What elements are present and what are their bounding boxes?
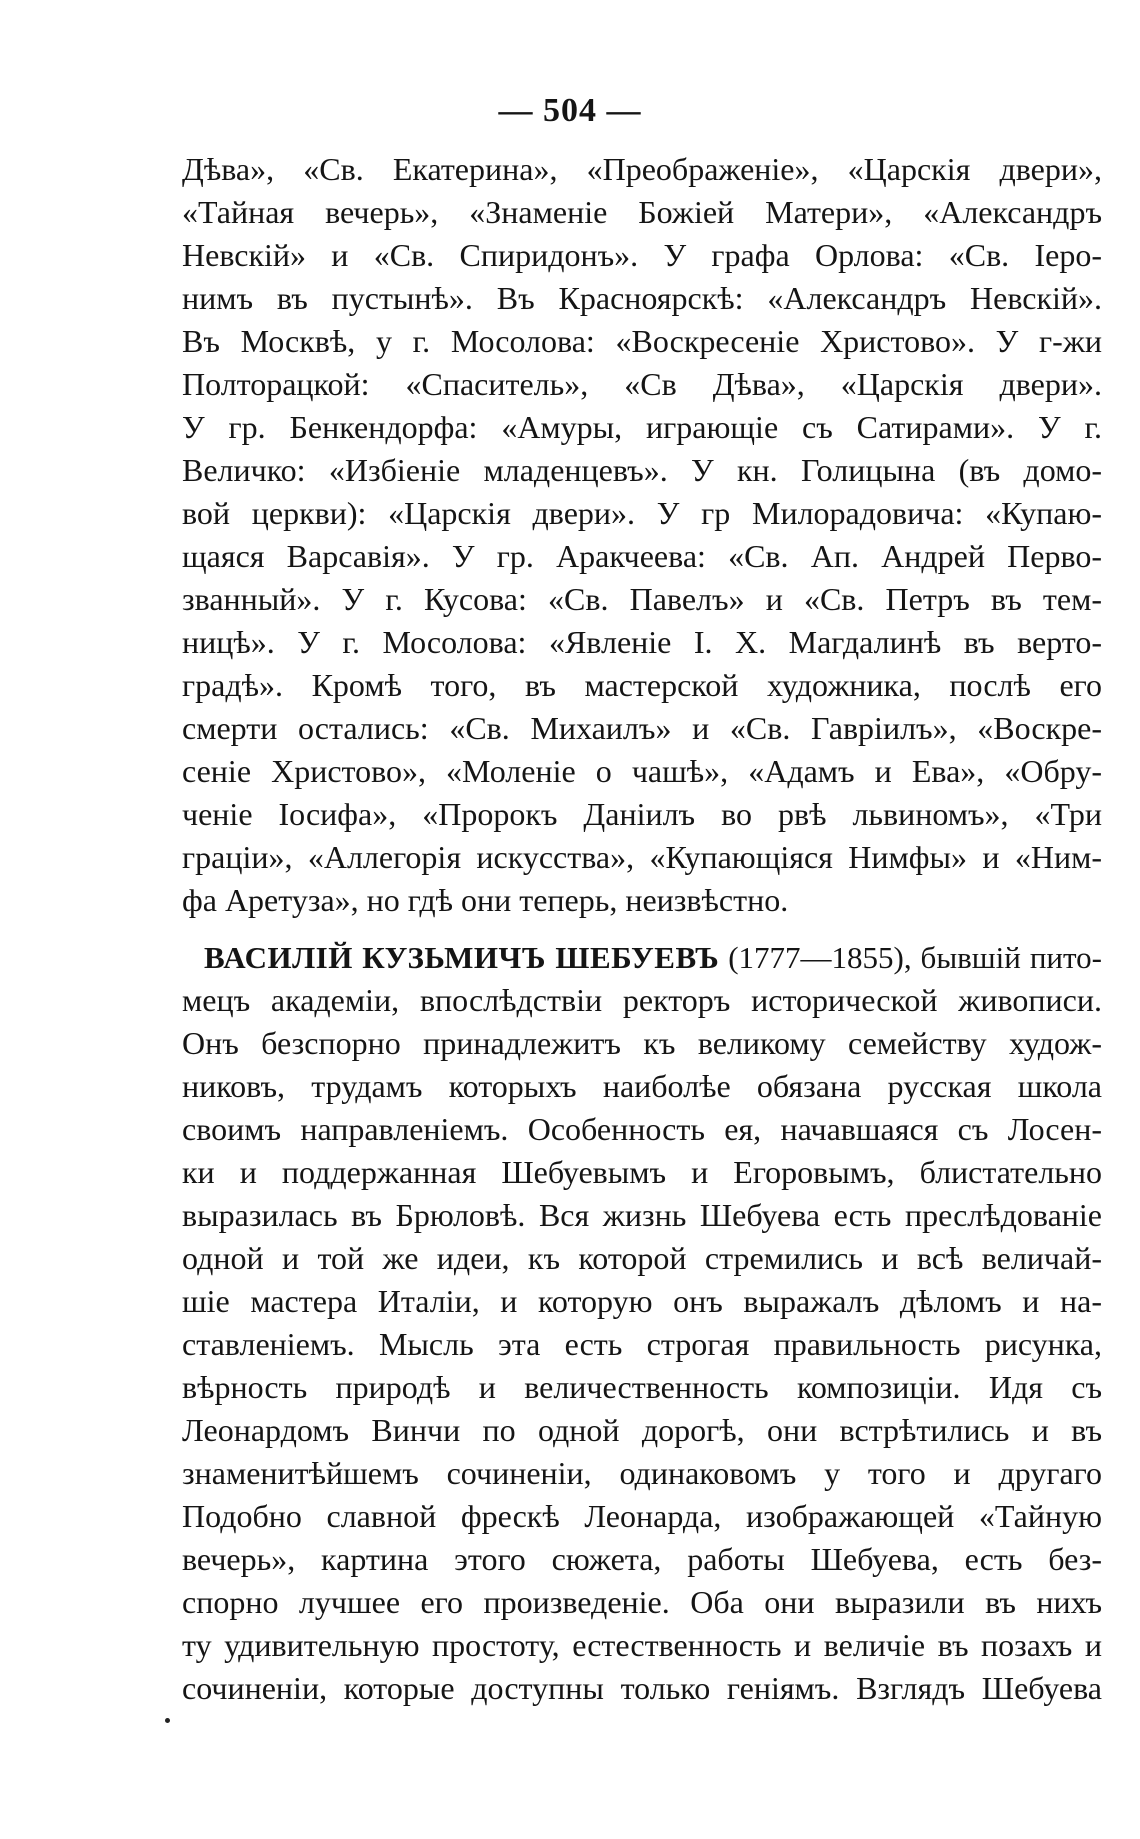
text-line: шіе мастера Италіи, и которую онъ выражалъ дѣломъ и на- (182, 1283, 1102, 1319)
text-line: Въ Москвѣ, у г. Мосолова: «Воскресеніе Христово». У г-жи (182, 323, 1102, 359)
text-line: смерти остались: «Св. Михаилъ» и «Св. Гавріилъ», «Воскре- (182, 710, 1102, 746)
text-line: ту удивительную простоту, естественность и величіе въ позахъ и (182, 1627, 1102, 1663)
text-line: Подобно славной фрескѣ Леонарда, изображающей «Тайную (182, 1498, 1102, 1534)
text-line: градѣ». Кромѣ того, въ мастерской художника, послѣ его (182, 667, 1102, 703)
text-line: вечерь», картина этого сюжета, работы Шебуева, есть без- (182, 1541, 1102, 1577)
text-line: выразилась въ Брюловѣ. Вся жизнь Шебуева есть преслѣдованіе (182, 1197, 1102, 1233)
text-line: никовъ, трудамъ которыхъ наиболѣе обязана русская школа (182, 1068, 1102, 1104)
page-body (182, 148, 1102, 1710)
text-line: «Тайная вечерь», «Знаменіе Божіей Матери», «Александръ (182, 194, 1102, 230)
text-line: своимъ направленіемъ. Особенность ея, начавшаяся съ Лосен- (182, 1111, 1102, 1147)
text-line: спорно лучшее его произведеніе. Оба они выразили въ нихъ (182, 1584, 1102, 1620)
text-line: Полторацкой: «Спаситель», «Св Дѣва», «Царскія двери». (182, 366, 1102, 402)
text-line: ки и поддержанная Шебуевымъ и Егоровымъ, блистательно (182, 1154, 1102, 1190)
text-line: щаяся Варсавія». У гр. Аракчеева: «Св. Ап. Андрей Перво- (182, 538, 1102, 574)
text-line: Невскій» и «Св. Спиридонъ». У графа Орлова: «Св. Іеро- (182, 237, 1102, 273)
paragraph-shebuev (182, 936, 1102, 1710)
text-line: нимъ въ пустынѣ». Въ Красноярскѣ: «Александръ Невскій». (182, 280, 1102, 316)
text-line: вой церкви): «Царскія двери». У гр Милорадовича: «Купаю- (182, 495, 1102, 531)
text-line: Величко: «Избіеніе младенцевъ». У кн. Голицына (въ домо- (182, 452, 1102, 488)
text-line: У гр. Бенкендорфа: «Амуры, играющіе съ Сатирами». У г. (182, 409, 1102, 445)
text-line: Онъ безспорно принадлежитъ къ великому семейству худож- (182, 1025, 1102, 1061)
text-line: одной и той же идеи, къ которой стремились и всѣ величай- (182, 1240, 1102, 1276)
text-line: ченіе Іосифа», «Пророкъ Даніилъ во рвѣ львиномъ», «Три (182, 796, 1102, 832)
text-line-rest: (1777—1855), бывшій пито- (719, 940, 1102, 975)
text-line: ставленіемъ. Мысль эта есть строгая правильность рисунка, (182, 1326, 1102, 1362)
artist-name-heading: ВАСИЛІЙ КУЗЬМИЧЪ ШЕБУЕВЪ (204, 940, 720, 975)
text-line: сеніе Христово», «Моленіе о чашѣ», «Адамъ и Ева», «Обру- (182, 753, 1102, 789)
text-line: граціи», «Аллегорія искусства», «Купающіяся Нимфы» и «Ним- (182, 839, 1102, 875)
paragraph-artworks-list (182, 148, 1102, 922)
text-line: вѣрность природѣ и величественность композиціи. Идя съ (182, 1369, 1102, 1405)
page-number: — 504 — (498, 92, 642, 129)
margin-mark (165, 1718, 170, 1723)
text-line: званный». У г. Кусова: «Св. Павелъ» и «Св. Петръ въ тем- (182, 581, 1102, 617)
text-line: Дѣва», «Св. Екатерина», «Преображеніе», «Царскія двери», (182, 151, 1102, 187)
text-line (182, 936, 1102, 979)
text-line: мецъ академіи, впослѣдствіи ректоръ исторической живописи. (182, 982, 1102, 1018)
text-line: ницѣ». У г. Мосолова: «Явленіе І. Х. Магдалинѣ въ верто- (182, 624, 1102, 660)
text-line: Леонардомъ Винчи по одной дорогѣ, они встрѣтились и въ (182, 1412, 1102, 1448)
text-line: фа Аретуза», но гдѣ они теперь, неизвѣстно. (182, 882, 789, 918)
text-line: сочиненіи, которые доступны только геніямъ. Взглядъ Шебуева (182, 1670, 1102, 1706)
text-line: знаменитѣйшемъ сочиненіи, одинаковомъ у того и другаго (182, 1455, 1102, 1491)
